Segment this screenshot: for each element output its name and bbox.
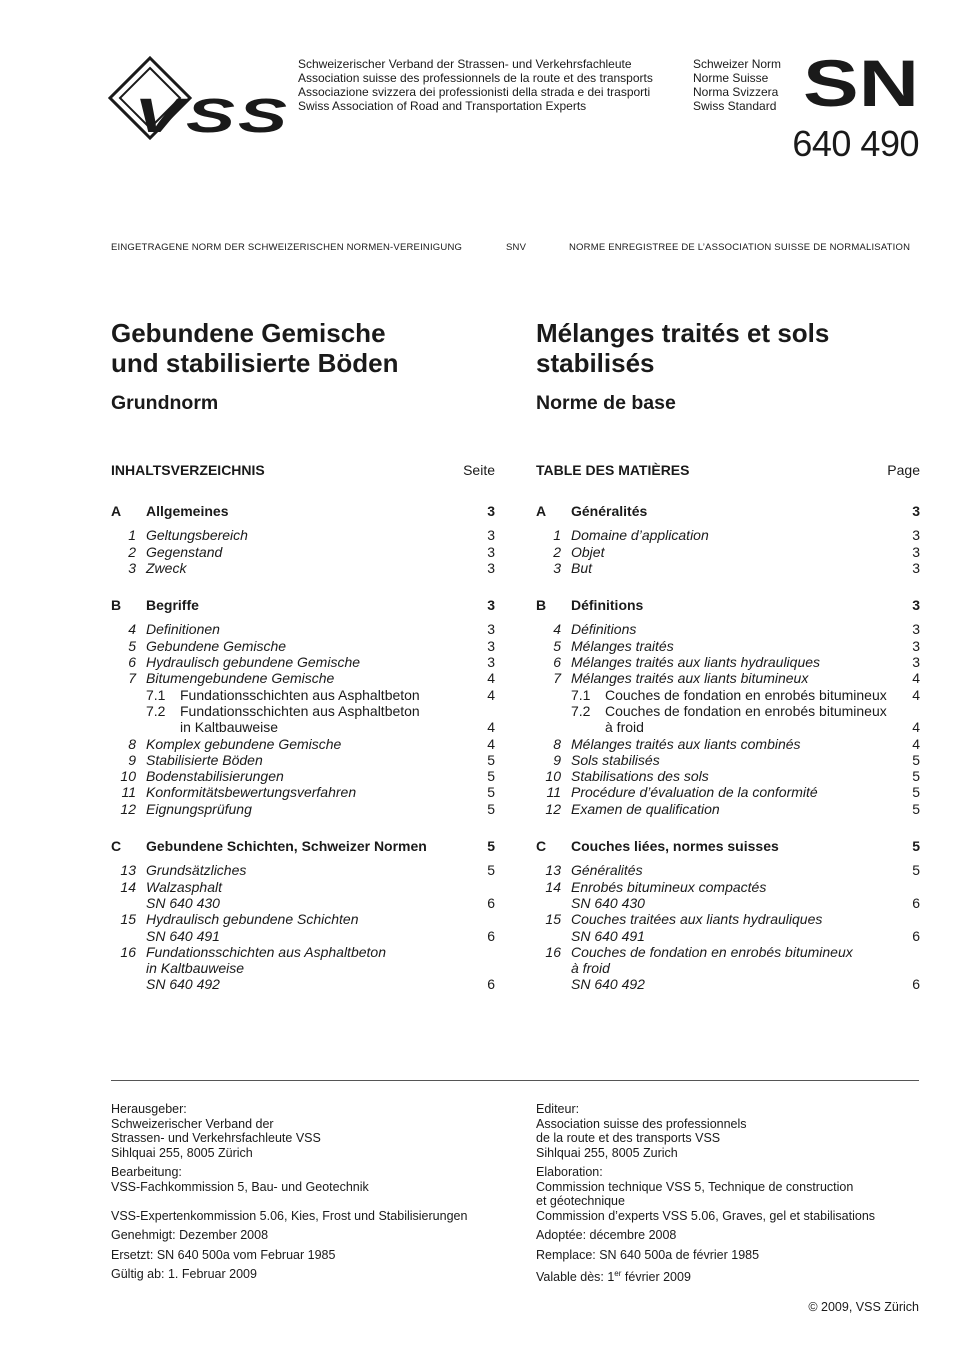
toc-section-num: B [111, 597, 122, 614]
toc-item[interactable] [111, 654, 495, 670]
toc-item-label: Zweck [146, 559, 187, 576]
toc-item-page: 3 [912, 654, 920, 671]
toc-item-page: 5 [487, 800, 495, 817]
toc-item-label: Couches de fondation en enrobés bitumineux [605, 702, 887, 719]
toc-section-label: Gebundene Schichten, Schweizer Normen [146, 838, 427, 855]
toc-item-page: 4 [487, 735, 495, 752]
toc-item-num: 15 [545, 911, 561, 928]
toc-item[interactable] [536, 736, 920, 752]
toc-item[interactable] [536, 703, 920, 719]
toc-item-label: Procédure d’évaluation de la conformité [571, 784, 818, 801]
toc-item-num [536, 703, 571, 719]
toc-item[interactable] [536, 801, 920, 817]
toc-item-num [536, 928, 571, 944]
toc-item-num: 4 [553, 621, 561, 638]
toc-item[interactable] [536, 879, 920, 895]
footer-line: Editeur: [536, 1102, 580, 1116]
toc-section-row[interactable] [111, 503, 495, 519]
toc-item-label: Définitions [571, 621, 637, 638]
toc-item-label-wrap [146, 687, 475, 703]
footer-line: Sihlquai 255, 8005 Zürich [111, 1145, 253, 1160]
toc-section-num: B [536, 597, 547, 614]
toc-item-label-wrap [146, 703, 475, 719]
toc-item-num: 1 [553, 527, 561, 544]
toc-item-label: Stabilisations des sols [571, 768, 709, 785]
norm-line: Norme Suisse [693, 71, 769, 85]
toc-item-label: But [571, 559, 593, 576]
divider [111, 1080, 919, 1081]
toc-section-label: Begriffe [146, 597, 199, 614]
toc-item-label: Eignungsprüfung [146, 800, 252, 817]
toc-item-page: 6 [912, 894, 920, 911]
toc-item-label: Enrobés bitumineux compactés [571, 878, 767, 895]
toc-item-num [111, 703, 146, 719]
toc-item-label: Fundationsschichten aus Asphaltbeton [180, 702, 420, 719]
toc-item-label: Bitumengebundene Gemische [146, 670, 335, 687]
toc-item-page [900, 879, 920, 895]
toc-item-num: 12 [120, 800, 136, 817]
toc-item-page: 3 [912, 621, 920, 638]
footer-line: Bearbeitung: [111, 1165, 182, 1179]
toc-item[interactable] [111, 719, 495, 735]
toc-item-num: 3 [128, 559, 136, 576]
toc-item-page: 4 [487, 686, 495, 703]
toc-item-label: Komplex gebundene Gemische [146, 735, 342, 752]
toc-item-label-wrap [571, 719, 900, 735]
toc-subitem-num: 7.1 [571, 686, 591, 703]
toc-item[interactable] [111, 736, 495, 752]
toc-item-page: 3 [487, 559, 495, 576]
toc-item-label: Definitionen [146, 621, 220, 638]
toc-section-row[interactable] [111, 838, 495, 854]
toc-section-page: 3 [487, 503, 495, 519]
toc-item[interactable] [111, 768, 495, 784]
toc-item[interactable] [111, 879, 495, 895]
toc-item-label: in Kaltbauweise [180, 719, 279, 736]
toc-section-label: Allgemeines [146, 503, 229, 519]
toc-item[interactable] [111, 670, 495, 686]
toc-item-label: Geltungsbereich [146, 527, 248, 544]
toc-item[interactable] [536, 960, 920, 976]
title-fr [536, 318, 936, 378]
toc-subitem-num: 7.1 [146, 686, 166, 703]
toc-item-page: 5 [487, 862, 495, 879]
toc-section-page: 3 [912, 597, 920, 614]
toc-item-label: SN 640 430 [146, 894, 220, 911]
toc-item-num: 6 [128, 654, 136, 671]
toc-item[interactable] [111, 527, 495, 543]
toc-item-num: 5 [553, 637, 561, 654]
toc-item[interactable] [536, 784, 920, 800]
footer-line: Commission d’experts VSS 5.06, Graves, gel et stabilisations [536, 1208, 876, 1223]
toc-item-num: 12 [545, 800, 561, 817]
toc-item-num: 8 [128, 735, 136, 752]
toc-item[interactable] [111, 862, 495, 878]
toc-item-page: 6 [912, 927, 920, 944]
toc-item-label: Bodenstabilisierungen [146, 768, 284, 785]
toc-item[interactable] [536, 687, 920, 703]
toc-item-num: 13 [120, 862, 136, 879]
toc-item-label-wrap [146, 719, 475, 735]
title-fr-line2: stabilisés [536, 348, 655, 378]
toc-item[interactable] [111, 960, 495, 976]
toc-item-page: 3 [912, 543, 920, 560]
toc-item-page: 4 [912, 719, 920, 736]
toc-item[interactable] [536, 560, 920, 576]
toc-section-num: A [111, 503, 122, 519]
toc-item-num: 1 [128, 527, 136, 544]
footer-de [111, 1102, 511, 1282]
toc-item-page: 3 [487, 527, 495, 544]
toc-item-page: 6 [487, 894, 495, 911]
toc-item[interactable] [536, 654, 920, 670]
toc-item[interactable] [111, 544, 495, 560]
footer-line: Adoptée: décembre 2008 [536, 1228, 677, 1242]
toc-item-page: 4 [912, 735, 920, 752]
toc-item-num [536, 976, 571, 992]
footer-line: Herausgeber: [111, 1102, 187, 1116]
toc-item-num [536, 960, 571, 976]
toc-item-page [475, 944, 495, 960]
toc-item-page: 5 [912, 751, 920, 768]
footer-line: Valable dès: 1er février 2009 [536, 1269, 691, 1285]
toc-item-label: Walzasphalt [146, 878, 223, 895]
toc-item-page: 6 [487, 927, 495, 944]
toc-item[interactable] [536, 670, 920, 686]
toc-section-label: Couches liées, normes suisses [571, 838, 779, 855]
toc-item-page: 3 [487, 621, 495, 638]
toc-item-label: Objet [571, 543, 605, 560]
toc-item-num: 7 [128, 670, 136, 687]
sn-logo [803, 58, 919, 108]
toc-item-label: à froid [571, 960, 610, 977]
footer-line: Gültig ab: 1. Februar 2009 [111, 1267, 257, 1281]
toc-item-label: Mélanges traités [571, 637, 674, 654]
toc-section [111, 503, 495, 576]
registration-fr: NORME ENREGISTREE DE L’ASSOCIATION SUISSE DE NORMALISATION [569, 242, 911, 253]
toc-item-num: 14 [545, 878, 561, 895]
toc-item-page: 3 [487, 637, 495, 654]
toc-item[interactable] [111, 752, 495, 768]
footer-line: Elaboration: [536, 1165, 603, 1179]
vss-logo [108, 56, 292, 140]
toc-item-page: 3 [912, 527, 920, 544]
toc-section-num: A [536, 503, 547, 519]
toc-item-num: 14 [120, 878, 136, 895]
toc-section [536, 503, 920, 576]
toc-item-num: 6 [553, 654, 561, 671]
toc-item-label: Couches de fondation en enrobés bitumineux [605, 686, 887, 703]
toc-item-num: 4 [128, 621, 136, 638]
org-line: Associazione svizzera dei professionisti della strada e dei trasporti [298, 85, 651, 99]
toc-item[interactable] [536, 544, 920, 560]
footer-line: Remplace: SN 640 500a de février 1985 [536, 1247, 760, 1262]
toc-item-num: 10 [545, 768, 561, 785]
toc-item-page: 4 [912, 686, 920, 703]
toc-item[interactable] [536, 944, 920, 960]
toc-item-num: 11 [546, 784, 561, 801]
toc-item[interactable] [111, 895, 495, 911]
toc-section-row[interactable] [111, 597, 495, 613]
registration-de: EINGETRAGENE NORM DER SCHWEIZERISCHEN NORMEN-VEREINIGUNG [111, 242, 463, 253]
toc-section-page: 5 [487, 838, 495, 855]
toc-de [111, 462, 495, 993]
toc-item[interactable] [111, 928, 495, 944]
toc-item-label: Examen de qualification [571, 800, 720, 817]
footer-line: VSS-Fachkommission 5, Bau- und Geotechnik [111, 1179, 369, 1194]
toc-item-num: 9 [553, 751, 561, 768]
toc-section-row[interactable] [536, 597, 920, 613]
toc-item[interactable] [536, 976, 920, 992]
toc-item-label: Konformitätsbewertungsverfahren [146, 784, 357, 801]
toc-header [536, 462, 920, 482]
toc-fr [536, 462, 920, 993]
toc-item-label: SN 640 430 [571, 894, 645, 911]
toc-item-num: 9 [128, 751, 136, 768]
toc-item-label: SN 640 492 [571, 976, 645, 993]
toc-item-label: Couches traitées aux liants hydrauliques [571, 911, 823, 928]
toc-item-label: Généralités [571, 862, 643, 879]
toc-item-page: 3 [912, 637, 920, 654]
footer-line [111, 1194, 511, 1209]
toc-title: INHALTSVERZEICHNIS [111, 462, 265, 478]
norm-type-lines [693, 57, 781, 113]
toc-item-num: 10 [120, 768, 136, 785]
toc-item-label: Fundationsschichten aus Asphaltbeton [180, 686, 420, 703]
toc-section-num: C [111, 838, 122, 855]
toc-item-num: 11 [121, 784, 136, 801]
toc-item-page: 5 [912, 768, 920, 785]
title-fr-line1: Mélanges traités et sols [536, 318, 830, 348]
toc-item-num: 5 [128, 637, 136, 654]
toc-item-label: Domaine d’application [571, 527, 709, 544]
toc-item[interactable] [536, 638, 920, 654]
footer-line: Commission technique VSS 5, Technique de construction [536, 1179, 854, 1194]
toc-item-num [111, 928, 146, 944]
toc-item[interactable] [111, 801, 495, 817]
toc-item-page: 3 [487, 543, 495, 560]
toc-item-page [475, 911, 495, 927]
toc-item-num [111, 960, 146, 976]
toc-item-label: Grundsätzliches [146, 862, 247, 879]
toc-item[interactable] [111, 638, 495, 654]
org-line: Association suisse des professionnels de la route et des transports [298, 71, 653, 85]
organization-names [298, 57, 653, 113]
toc-item[interactable] [536, 862, 920, 878]
toc-section [536, 597, 920, 817]
toc-item-page: 5 [912, 784, 920, 801]
toc-subitem-num: 7.2 [571, 702, 591, 719]
toc-item[interactable] [536, 719, 920, 735]
vss-logo-text: VSS [134, 90, 290, 140]
norm-line: Norma Svizzera [693, 85, 779, 99]
footer-line: Association suisse des professionnels [536, 1116, 747, 1131]
toc-item[interactable] [536, 895, 920, 911]
subtitle-fr: Norme de base [536, 392, 676, 414]
toc-item[interactable] [536, 621, 920, 637]
toc-item[interactable] [111, 784, 495, 800]
toc-item-page: 4 [912, 670, 920, 687]
toc-item-label: Mélanges traités aux liants bitumineux [571, 670, 809, 687]
toc-item-num: 16 [545, 943, 561, 960]
footer-line: Schweizerischer Verband der [111, 1116, 274, 1131]
toc-item-num [536, 687, 571, 703]
toc-section-page: 5 [912, 838, 920, 855]
toc-item[interactable] [111, 560, 495, 576]
toc-item-num [536, 719, 571, 735]
toc-section-page: 3 [487, 597, 495, 614]
toc-section-label: Définitions [571, 597, 644, 614]
toc-item-label: SN 640 491 [146, 927, 220, 944]
norm-line: Schweizer Norm [693, 57, 782, 71]
title-de-line1: Gebundene Gemische [111, 318, 386, 348]
toc-item-label: Fundationsschichten aus Asphaltbeton [146, 943, 386, 960]
toc-item-page [900, 944, 920, 960]
toc-item-page: 3 [912, 559, 920, 576]
toc-item-label: Couches de fondation en enrobés bitumineux [571, 943, 853, 960]
footer-line: de la route et des transports VSS [536, 1131, 721, 1145]
norm-line: Swiss Standard [693, 99, 777, 113]
toc-item-page: 3 [487, 654, 495, 671]
toc-item-label: SN 640 491 [571, 927, 645, 944]
toc-item-num: 16 [120, 943, 136, 960]
toc-item-page [900, 703, 920, 719]
toc-item-label: Gegenstand [146, 543, 223, 560]
toc-item-page [900, 960, 920, 976]
toc-item-label: Gebundene Gemische [146, 637, 287, 654]
registration-snv: SNV [506, 242, 527, 253]
toc-item-label: Mélanges traités aux liants hydrauliques [571, 654, 821, 671]
footer-line: Strassen- und Verkehrsfachleute VSS [111, 1131, 321, 1145]
toc-title: TABLE DES MATIÈRES [536, 462, 690, 478]
org-line: Schweizerischer Verband der Strassen- und Verkehrsfachleute [298, 57, 632, 71]
toc-item-label: Stabilisierte Böden [146, 751, 263, 768]
toc-item[interactable] [536, 768, 920, 784]
toc-subitem-num: 7.2 [146, 702, 166, 719]
toc-item[interactable] [536, 527, 920, 543]
title-de-line2: und stabilisierte Böden [111, 348, 399, 378]
toc-item-page: 5 [487, 751, 495, 768]
toc-section-row[interactable] [536, 503, 920, 519]
toc-item-num: 15 [120, 911, 136, 928]
toc-item-num [536, 895, 571, 911]
sn-logo-text: SN [803, 58, 919, 108]
footer-fr [536, 1102, 936, 1285]
toc-section [111, 838, 495, 993]
toc-page-label: Page [887, 462, 920, 478]
toc-item-num [111, 719, 146, 735]
org-line: Swiss Association of Road and Transportation Experts [298, 99, 587, 113]
toc-item-page: 4 [487, 719, 495, 736]
toc-item[interactable] [111, 687, 495, 703]
toc-item-label-wrap [571, 703, 900, 719]
toc-item-page: 5 [487, 784, 495, 801]
toc-section-label: Généralités [571, 503, 648, 519]
toc-item-page: 6 [487, 976, 495, 993]
toc-item-num: 7 [553, 670, 561, 687]
toc-item-num: 2 [128, 543, 136, 560]
toc-section-row[interactable] [536, 838, 920, 854]
toc-item-num [111, 687, 146, 703]
toc-section [111, 597, 495, 817]
toc-item-page: 5 [912, 862, 920, 879]
toc-item-label: in Kaltbauweise [146, 960, 245, 977]
toc-item-num: 8 [553, 735, 561, 752]
toc-item-num: 13 [545, 862, 561, 879]
copyright: © 2009, VSS Zürich [808, 1300, 919, 1314]
toc-item-page [475, 960, 495, 976]
footer-line: et géotechnique [536, 1194, 625, 1208]
toc-item-num: 2 [553, 543, 561, 560]
toc-item-page: 4 [487, 670, 495, 687]
toc-item-page [475, 879, 495, 895]
toc-item[interactable] [111, 911, 495, 927]
toc-item-page [475, 703, 495, 719]
toc-item-page [900, 911, 920, 927]
toc-item[interactable] [111, 621, 495, 637]
title-de [111, 318, 511, 378]
toc-item-label: Hydraulisch gebundene Schichten [146, 911, 359, 928]
toc-page-label: Seite [463, 462, 495, 478]
toc-item-page: 6 [912, 976, 920, 993]
toc-item[interactable] [536, 928, 920, 944]
toc-item-label-wrap [571, 687, 900, 703]
footer-line: Genehmigt: Dezember 2008 [111, 1228, 269, 1242]
footer-line: Sihlquai 255, 8005 Zurich [536, 1145, 678, 1160]
norm-number: 640 490 [792, 123, 919, 164]
toc-item-label: Hydraulisch gebundene Gemische [146, 654, 361, 671]
toc-item-page: 5 [487, 768, 495, 785]
toc-item-label: Mélanges traités aux liants combinés [571, 735, 801, 752]
toc-item-label: Sols stabilisés [571, 751, 660, 768]
toc-header [111, 462, 495, 482]
footer-line: Ersetzt: SN 640 500a vom Februar 1985 [111, 1247, 336, 1262]
toc-item[interactable] [536, 911, 920, 927]
toc-item-num: 3 [553, 559, 561, 576]
toc-item[interactable] [536, 752, 920, 768]
toc-item-label: à froid [605, 719, 644, 736]
toc-item-num [111, 895, 146, 911]
footer-line: VSS-Expertenkommission 5.06, Kies, Frost und Stabilisierungen [111, 1208, 468, 1223]
toc-section-num: C [536, 838, 547, 855]
toc-item-num [111, 976, 146, 992]
toc-section [536, 838, 920, 993]
toc-item-label: SN 640 492 [146, 976, 220, 993]
toc-item[interactable] [111, 976, 495, 992]
subtitle-de: Grundnorm [111, 392, 219, 414]
toc-item[interactable] [111, 944, 495, 960]
toc-item[interactable] [111, 703, 495, 719]
toc-section-page: 3 [912, 503, 920, 519]
toc-item-page: 5 [912, 800, 920, 817]
